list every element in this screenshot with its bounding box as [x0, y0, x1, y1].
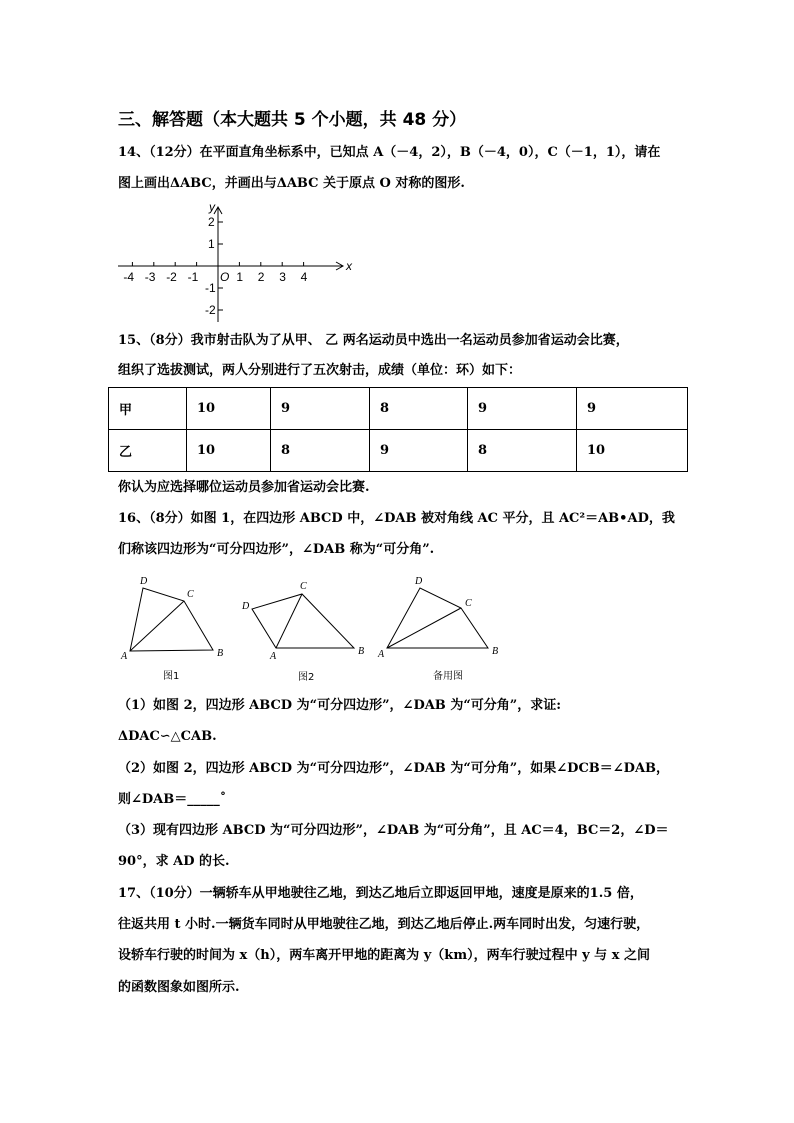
table-cell: 10 — [187, 388, 271, 430]
y-tick-label: -2 — [205, 303, 216, 317]
table-cell: 8 — [271, 430, 370, 472]
x-tick-label: 2 — [257, 270, 265, 284]
q17-line1: 17、（10分）一辆轿车从甲地驶往乙地，到达乙地后立即返回甲地，速度是原来的1.5 倍， — [118, 886, 643, 901]
q15-line1: 15、（8分）我市射击队为了从甲、 乙 两名运动员中选出一名运动员参加省运动会比赛， — [118, 333, 629, 348]
x-axis-label: x — [346, 259, 352, 273]
figure-caption: 备用图 — [433, 671, 463, 682]
q14-line2: 图上画出ΔABC，并画出与ΔABC 关于原点 O 对称的图形. — [118, 176, 465, 191]
q16-p1a: （1）如图 2，四边形 ABCD 为“可分四边形”，∠DAB 为“可分角”，求证: — [118, 698, 562, 713]
score-table — [108, 387, 688, 472]
quadrilateral-1 — [130, 588, 213, 651]
vertex-label: A — [270, 651, 277, 662]
vertex-label: A — [121, 651, 128, 662]
table-row — [109, 430, 688, 472]
y-tick-label: -1 — [205, 281, 216, 295]
q17-line3: 设轿车行驶的时间为 x（h），两车离开甲地的距离为 y（km），两车行驶过程中 y 与 x 之间 — [118, 948, 650, 963]
x-tick-label: 4 — [300, 270, 308, 284]
table-cell: 乙 — [109, 430, 187, 472]
table-row — [109, 388, 688, 430]
vertex-label: D — [415, 576, 423, 587]
table-cell: 8 — [370, 388, 468, 430]
coordinate-graph — [118, 207, 343, 322]
vertex-label: C — [300, 581, 307, 592]
x-tick-label: 1 — [236, 270, 244, 284]
q15-line3: 你认为应选择哪位运动员参加省运动会比赛. — [118, 480, 370, 495]
q16-p2a: （2）如图 2，四边形 ABCD 为“可分四边形”，∠DAB 为“可分角”，如果∠DCB＝∠DAB， — [118, 761, 670, 776]
vertex-label: B — [358, 646, 365, 657]
q16-p1b: ΔDAC∽△CAB. — [118, 729, 217, 744]
y-axis-label: y — [209, 200, 215, 214]
table-cell: 10 — [187, 430, 271, 472]
x-tick-label: -2 — [166, 270, 177, 284]
x-tick-label: 3 — [279, 270, 286, 284]
x-tick-label: -1 — [187, 270, 199, 284]
q14-line1: 14、（12分）在平面直角坐标系中，已知点 A（－4，2），B（－4，0），C（－1，1），请在 — [118, 145, 661, 160]
x-tick-label: -4 — [123, 270, 135, 284]
vertex-label: C — [465, 598, 472, 609]
table-cell: 10 — [577, 430, 688, 472]
table-cell: 9 — [271, 388, 370, 430]
table-cell: 甲 — [109, 388, 187, 430]
vertex-label: B — [492, 646, 499, 657]
vertex-label: C — [187, 589, 194, 600]
q17-line4: 的函数图象如图所示. — [118, 980, 240, 995]
quadrilateral-2 — [252, 594, 354, 648]
diagonal-ac — [130, 601, 184, 651]
section-title: 三、解答题（本大题共 5 个小题，共 48 分） — [118, 110, 467, 130]
diagonal-ac — [276, 594, 302, 648]
figure-caption: 图2 — [298, 672, 315, 683]
q16-line1: 16、（8分）如图 1，在四边形 ABCD 中，∠DAB 被对角线 AC 平分，且 AC²＝AB•AD，我 — [118, 511, 675, 526]
figure-caption: 图1 — [163, 671, 180, 682]
q16-line2: 们称该四边形为“可分四边形”，∠DAB 称为“可分角”. — [118, 542, 435, 557]
q16-p3b: 90°，求 AD 的长. — [118, 854, 230, 869]
q17-line2: 往返共用 t 小时.一辆货车同时从甲地驶往乙地，到达乙地后停止.两车同时出发，匀速行驶， — [118, 917, 650, 932]
table-cell: 9 — [370, 430, 468, 472]
q15-line2: 组织了选拔测试，两人分别进行了五次射击，成绩（单位：环）如下： — [118, 363, 522, 378]
vertex-label: A — [378, 649, 385, 660]
q16-p2b: 则∠DAB＝_____˚ — [118, 792, 227, 807]
quadrilateral-3 — [387, 588, 488, 648]
y-tick-label: 2 — [208, 215, 215, 229]
table-cell: 8 — [468, 430, 577, 472]
vertex-label: D — [242, 601, 250, 612]
origin-label: O — [220, 270, 230, 284]
table-cell: 9 — [577, 388, 688, 430]
vertex-label: D — [140, 576, 148, 587]
table-cell: 9 — [468, 388, 577, 430]
vertex-label: B — [217, 648, 224, 659]
q16-p3a: （3）现有四边形 ABCD 为“可分四边形”，∠DAB 为“可分角”，且 AC＝4，BC＝2，∠D＝ — [118, 823, 669, 838]
x-tick-label: -3 — [144, 270, 156, 284]
y-tick-label: 1 — [208, 237, 215, 251]
